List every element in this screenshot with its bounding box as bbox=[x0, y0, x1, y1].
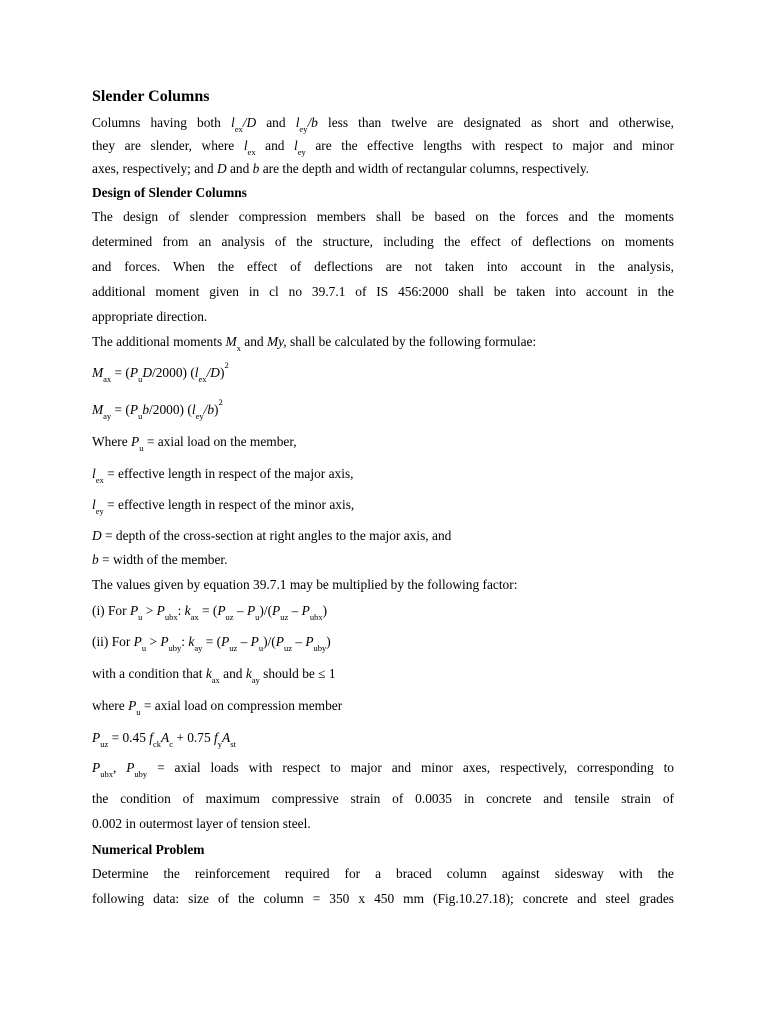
design-para-line-2: determined from an analysis of the structure, including the effect of deflections on moments bbox=[92, 234, 674, 249]
def-ley: $l_{ey}$ = effective length in respect of the minor axis, bbox=[92, 497, 355, 516]
heading-design-slender-columns: Design of Slender Columns bbox=[92, 185, 247, 200]
numerical-para-line-1: Determine the reinforcement required for a braced column against sidesway with the bbox=[92, 866, 674, 881]
pub-line-2: the condition of maximum compressive strain of 0.0035 in concrete and tensile strain of bbox=[92, 791, 674, 806]
design-para-line-4: additional moment given in cl no 39.7.1 of IS 456:2000 shall be taken into account in the bbox=[92, 284, 674, 299]
pub-line-3: 0.002 in outermost layer of tension steel. bbox=[92, 816, 311, 831]
condition-line: with a condition that $k_{ax}$ and $k_{ay}$ should be ≤ 1 bbox=[92, 666, 336, 685]
design-para-line-5: appropriate direction. bbox=[92, 309, 208, 324]
def-pu: Where $P_u$ = axial load on the member, bbox=[92, 434, 297, 453]
heading-slender-columns: Slender Columns bbox=[92, 88, 210, 105]
equation-may: $M_{ay} = (P_ub/2000)$ $(l_{ey}/b)^2$ bbox=[92, 397, 223, 421]
numerical-para-line-2: following data: size of the column = 350 x 450 mm (Fig.10.27.18); concrete and steel grades bbox=[92, 891, 674, 906]
heading-numerical-problem: Numerical Problem bbox=[92, 842, 205, 857]
where-pu-line: where $P_u$ = axial load on compression member bbox=[92, 698, 343, 717]
condition-ii: (ii) For $P_u > P_{uby}$: $k_{ay} = (P_{uz} - P_u)/(P_{uz} - P_{uby})$ bbox=[92, 634, 331, 653]
equation-max: $M_{ax} = (P_uD/2000)$ $(l_{ex}/D)^2$ bbox=[92, 360, 229, 384]
intro-line-1: Columns having both $l_{ex}/D$ and $l_{ey}/b$ less than twelve are designated as short and otherwise, bbox=[92, 115, 674, 134]
pub-line-1: $P_{ubx}$, $P_{uby}$ = axial loads with respect to major and minor axes, respectively, corresponding to bbox=[92, 760, 674, 779]
def-b: b = width of the member. bbox=[92, 552, 228, 567]
condition-i: (i) For $P_u > P_{ubx}$: $k_{ax} = (P_{uz} - P_u)/(P_{uz} - P_{ubx})$ bbox=[92, 603, 328, 622]
intro-line-3: axes, respectively; and D and b are the depth and width of rectangular columns, respectively. bbox=[92, 161, 590, 176]
def-lex: $l_{ex}$ = effective length in respect of the major axis, bbox=[92, 466, 354, 485]
factor-line: The values given by equation 39.7.1 may be multiplied by the following factor: bbox=[92, 577, 518, 592]
design-para-line-1: The design of slender compression members shall be based on the forces and the moments bbox=[92, 209, 674, 224]
design-para-line-3: and forces. When the effect of deflections are not taken into account in the analysis, bbox=[92, 259, 674, 274]
def-D: D = depth of the cross-section at right angles to the major axis, and bbox=[92, 528, 452, 543]
intro-line-2: they are slender, where $l_{ex}$ and $l_{ey}$ are the effective lengths with respect to major and minor bbox=[92, 138, 675, 157]
additional-moments-line: The additional moments $M_x$ and My, shall be calculated by the following formulae: bbox=[92, 334, 537, 353]
equation-puz: $P_{uz} = 0.45$ $f_{ck}A_c + 0.75$ $f_yA_{st}$ bbox=[92, 730, 236, 749]
